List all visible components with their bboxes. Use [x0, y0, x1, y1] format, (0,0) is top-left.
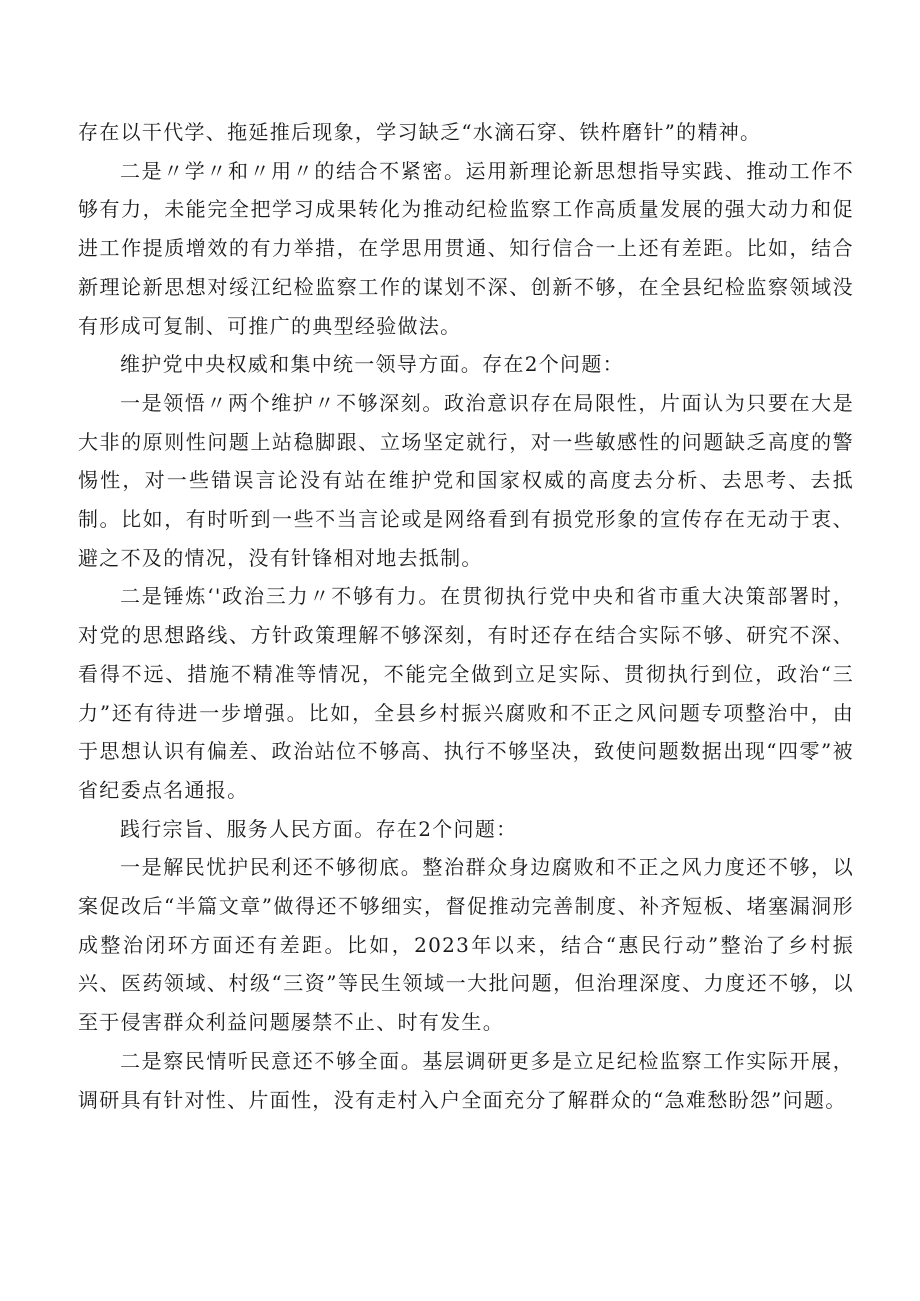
document-body: [78, 113, 854, 1119]
paragraph-people-concerns: 一是解民忧护民利还不够彻底。整治群众身边腐败和不正之风力度还不够，以案促改后“半篇文章”做得还不够细实，督促推动完善制度、补齐短板、堵塞漏洞形成整治闭环方面还有差距。比如，2023年以来，结合“惠民行动”整治了乡村振兴、医药领域、村级“三资”等民生领域一大批问题，但治理深度、力度还不够，以至于侵害群众利益问题屡禁不止、时有发生。: [78, 855, 854, 1035]
section-heading-serve-people: 践行宗旨、服务人民方面。存在2个问题：: [120, 816, 518, 841]
paragraph-public-opinion: 二是察民情听民意还不够全面。基层调研更多是立足纪检监察工作实际开展，调研具有针对性、片面性，没有走村入户全面充分了解群众的“急难愁盼怨”问题。: [78, 1048, 854, 1112]
paragraph-continuation: 存在以干代学、拖延推后现象，学习缺乏“水滴石穿、铁杵磨针”的精神。: [78, 120, 762, 144]
section-heading-party-authority: 维护党中央权威和集中统一领导方面。存在2个问题：: [120, 352, 624, 377]
paragraph-learn-and-apply: 二是〃学〃和〃用〃的结合不紧密。运用新理论新思想指导实践、推动工作不够有力，未能完全把学习成果转化为推动纪检监察工作高质量发展的强大动力和促进工作提质增效的有力举措，在学思用贯通、知行信合一上还有差距。比如，结合新理论新思想对绥江纪检监察工作的谋划不深、创新不够，在全县纪检监察领域没有形成可复制、可推广的典型经验做法。: [78, 158, 854, 338]
paragraph-three-capabilities: 二是锤炼‘'政治三力〃不够有力。在贯彻执行党中央和省市重大决策部署时，对党的思想路线、方针政策理解不够深刻，有时还存在结合实际不够、研究不深、看得不远、措施不精准等情况，不能完全做到立足实际、贯彻执行到位，政治“三力”还有待进一步增强。比如，全县乡村振兴腐败和不正之风问题专项整治中，由于思想认识有偏差、政治站位不够高、执行不够坚决，致使问题数据出现“四零”被省纪委点名通报。: [78, 584, 854, 802]
paragraph-two-upholds: 一是领悟〃两个维护〃不够深刻。政治意识存在局限性，片面认为只要在大是大非的原则性问题上站稳脚跟、立场坚定就行，对一些敏感性的问题缺乏高度的警惕性，对一些错误言论没有站在维护党和国家权威的高度去分析、去思考、去抵制。比如，有时听到一些不当言论或是网络看到有损党形象的宣传存在无动于衷、避之不及的情况，没有针锋相对地去抵制。: [78, 390, 854, 570]
